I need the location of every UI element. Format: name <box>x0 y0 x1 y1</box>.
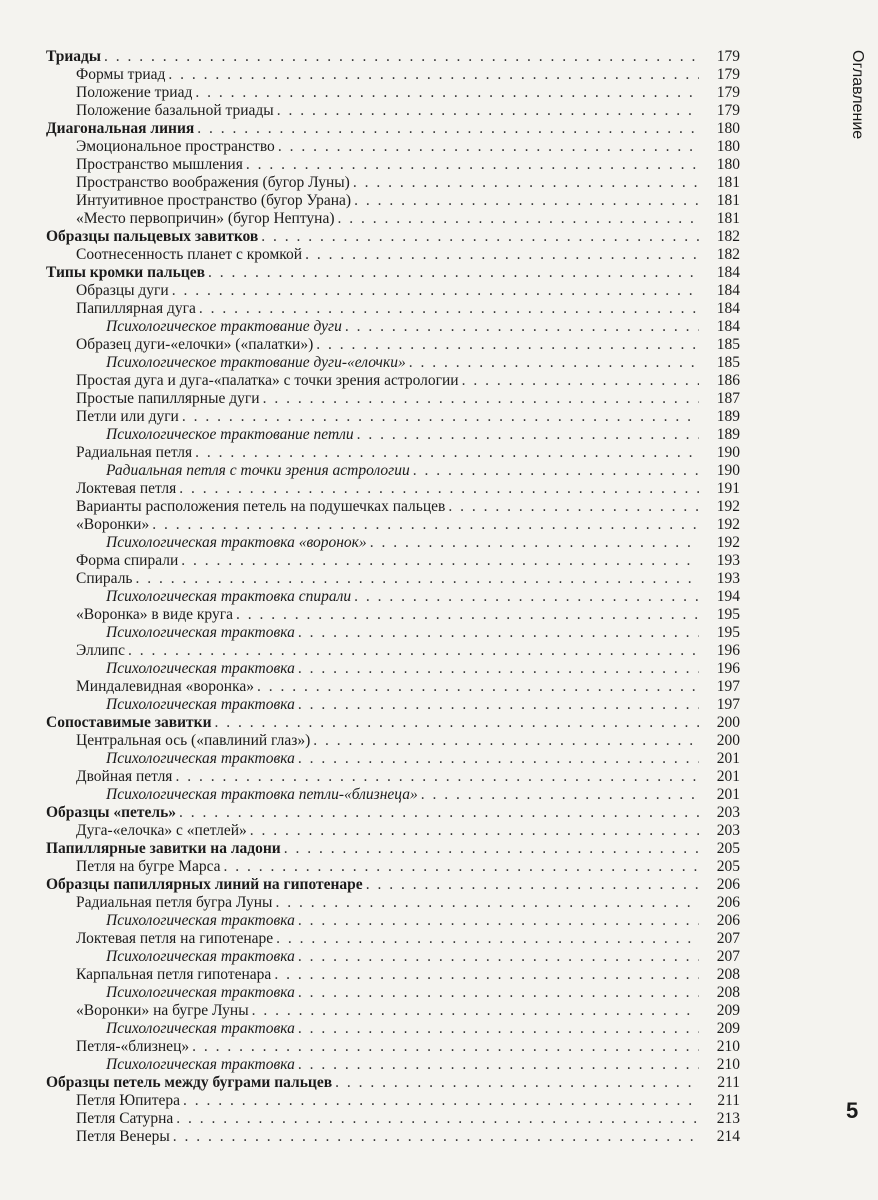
toc-entry-page: 190 <box>716 462 740 479</box>
toc-entry <box>46 300 740 318</box>
toc-entry-title: Психологическая трактовка <box>106 750 295 767</box>
dot-leader <box>298 948 699 966</box>
toc-entry <box>46 210 740 228</box>
toc-entry <box>46 84 740 102</box>
dot-leader <box>413 462 699 480</box>
toc-entry-title: Петля на бугре Марса <box>76 858 221 875</box>
dot-leader <box>298 1020 699 1038</box>
dot-leader <box>462 372 699 390</box>
toc-entry-page: 191 <box>716 480 740 497</box>
toc-entry-page: 200 <box>716 732 740 749</box>
toc-entry-page: 207 <box>716 948 740 965</box>
toc-entry-title: Психологическая трактовка <box>106 624 295 641</box>
dot-leader <box>448 498 699 516</box>
toc-entry-page: 190 <box>716 444 740 461</box>
toc-entry <box>46 840 740 858</box>
toc-entry <box>46 588 740 606</box>
toc-entry <box>46 912 740 930</box>
dot-leader <box>313 732 699 750</box>
toc-entry <box>46 408 740 426</box>
toc-entry-title: Типы кромки пальцев <box>46 264 205 281</box>
toc-entry-title: Психологическая трактовка <box>106 660 295 677</box>
toc-entry-title: Центральная ось («павлиний глаз») <box>76 732 311 749</box>
toc-entry <box>46 714 740 732</box>
toc-entry-page: 196 <box>716 660 740 677</box>
dot-leader <box>276 930 699 948</box>
toc-entry-page: 201 <box>716 750 740 767</box>
toc-entry-title: Образцы «петель» <box>46 804 177 821</box>
toc-entry-page: 184 <box>716 318 740 335</box>
toc-entry-page: 214 <box>716 1128 740 1145</box>
dot-leader <box>261 228 699 246</box>
toc-entry <box>46 606 740 624</box>
toc-entry-title: Карпальная петля гипотенара <box>76 966 272 983</box>
toc-entry <box>46 66 740 84</box>
dot-leader <box>199 300 699 318</box>
toc-entry-page: 184 <box>716 264 740 281</box>
toc-entry <box>46 1038 740 1056</box>
dot-leader <box>353 174 699 192</box>
toc-entry-title: Радиальная петля <box>76 444 193 461</box>
dot-leader <box>277 102 699 120</box>
toc-entry-title: Варианты расположения петель на подушечках пальцев <box>76 498 446 515</box>
dot-leader <box>409 354 699 372</box>
dot-leader <box>274 966 699 984</box>
dot-leader <box>136 570 700 588</box>
toc-entry <box>46 372 740 390</box>
toc-entry <box>46 1110 740 1128</box>
toc-entry <box>46 570 740 588</box>
toc-entry-title: Петли или дуги <box>76 408 179 425</box>
toc-entry-title: Соотнесенность планет с кромкой <box>76 246 303 263</box>
toc-entry <box>46 228 740 246</box>
toc-entry <box>46 336 740 354</box>
toc-entry-page: 181 <box>716 192 740 209</box>
dot-leader <box>208 264 699 282</box>
dot-leader <box>128 642 699 660</box>
toc-entry-page: 207 <box>716 930 740 947</box>
toc-entry-title: Психологическая трактовка <box>106 696 295 713</box>
toc-entry-title: Диагональная линия <box>46 120 195 137</box>
toc-entry-page: 203 <box>716 822 740 839</box>
toc-entry-page: 200 <box>716 714 740 731</box>
dot-leader <box>298 912 699 930</box>
dot-leader <box>195 84 699 102</box>
toc-entry-page: 193 <box>716 552 740 569</box>
dot-leader <box>250 822 699 840</box>
dot-leader <box>179 804 699 822</box>
toc-entry <box>46 516 740 534</box>
toc-entry-page: 211 <box>717 1074 740 1091</box>
toc-entry <box>46 264 740 282</box>
dot-leader <box>370 534 699 552</box>
toc-entry-title: Радиальная петля бугра Луны <box>76 894 273 911</box>
dot-leader <box>357 426 699 444</box>
toc-entry-title: Эмоциональное пространство <box>76 138 275 155</box>
toc-entry-page: 195 <box>716 624 740 641</box>
dot-leader <box>354 588 699 606</box>
toc-entry-title: Папиллярная дуга <box>76 300 196 317</box>
dot-leader <box>421 786 699 804</box>
toc-entry-page: 184 <box>716 300 740 317</box>
toc-entry <box>46 876 740 894</box>
dot-leader <box>335 1074 699 1092</box>
toc-entry <box>46 552 740 570</box>
toc-entry-page: 193 <box>716 570 740 587</box>
toc-entry <box>46 642 740 660</box>
toc-entry <box>46 282 740 300</box>
toc-entry-title: Психологическая трактовка петли-«близнеца» <box>106 786 418 803</box>
toc-entry <box>46 498 740 516</box>
toc-entry-title: Локтевая петля <box>76 480 177 497</box>
toc-entry-page: 180 <box>716 156 740 173</box>
dot-leader <box>168 66 699 84</box>
toc-entry-page: 213 <box>716 1110 740 1127</box>
dot-leader <box>305 246 699 264</box>
dot-leader <box>172 282 699 300</box>
toc-entry-page: 197 <box>716 678 740 695</box>
toc-entry <box>46 750 740 768</box>
dot-leader <box>298 696 699 714</box>
toc-entry <box>46 138 740 156</box>
toc-entry-title: Петля Сатурна <box>76 1110 174 1127</box>
dot-leader <box>152 516 699 534</box>
toc-entry-title: Психологическое трактование дуги-«елочки» <box>106 354 406 371</box>
dot-leader <box>252 1002 699 1020</box>
toc-entry <box>46 444 740 462</box>
dot-leader <box>182 408 699 426</box>
toc-entry-page: 196 <box>716 642 740 659</box>
toc-entry <box>46 48 740 66</box>
dot-leader <box>316 336 699 354</box>
dot-leader <box>354 192 699 210</box>
toc-entry-title: Формы триад <box>76 66 166 83</box>
toc-entry-title: Психологическая трактовка <box>106 912 295 929</box>
dot-leader <box>275 894 699 912</box>
toc-entry <box>46 1020 740 1038</box>
toc-entry <box>46 120 740 138</box>
dot-leader <box>183 1092 699 1110</box>
dot-leader <box>366 876 699 894</box>
toc-entry-title: Психологическая трактовка <box>106 948 295 965</box>
toc-entry <box>46 696 740 714</box>
dot-leader <box>263 390 699 408</box>
dot-leader <box>224 858 699 876</box>
toc-entry-title: Сопоставимые завитки <box>46 714 212 731</box>
toc-entry-page: 195 <box>716 606 740 623</box>
dot-leader <box>345 318 699 336</box>
toc-entry-page: 206 <box>716 894 740 911</box>
toc-entry-title: Дуга-«елочка» с «петлей» <box>76 822 247 839</box>
dot-leader <box>181 552 699 570</box>
toc-entry-title: Миндалевидная «воронка» <box>76 678 255 695</box>
toc-entry <box>46 1074 740 1092</box>
dot-leader <box>173 1128 699 1146</box>
toc-entry-page: 210 <box>716 1038 740 1055</box>
toc-entry <box>46 1056 740 1074</box>
toc-entry <box>46 1002 740 1020</box>
toc-entry-page: 189 <box>716 408 740 425</box>
toc-entry-page: 205 <box>716 858 740 875</box>
toc-entry-page: 209 <box>716 1020 740 1037</box>
toc-entry-title: Образец дуги-«елочки» («палатки») <box>76 336 314 353</box>
toc-entry <box>46 948 740 966</box>
toc-entry-title: Радиальная петля с точки зрения астрологии <box>106 462 410 479</box>
dot-leader <box>195 444 699 462</box>
toc-entry <box>46 1092 740 1110</box>
toc-entry <box>46 804 740 822</box>
page-number: 5 <box>846 1098 859 1123</box>
toc-entry-title: Эллипс <box>76 642 125 659</box>
toc-entry <box>46 984 740 1002</box>
toc-entry-page: 201 <box>716 768 740 785</box>
toc-entry <box>46 732 740 750</box>
toc-entry <box>46 660 740 678</box>
dot-leader <box>298 1056 699 1074</box>
toc-entry <box>46 102 740 120</box>
toc-entry-page: 189 <box>716 426 740 443</box>
toc-entry-page: 197 <box>716 696 740 713</box>
toc-entry-page: 182 <box>716 228 740 245</box>
toc-entry-title: Петля Венеры <box>76 1128 170 1145</box>
dot-leader <box>298 984 699 1002</box>
dot-leader <box>197 120 699 138</box>
dot-leader <box>284 840 699 858</box>
running-header: Оглавление <box>849 50 866 140</box>
toc-entry-title: Психологическая трактовка спирали <box>106 588 352 605</box>
toc-entry-page: 201 <box>716 786 740 803</box>
toc-entry-page: 181 <box>716 174 740 191</box>
toc-entry-page: 192 <box>716 498 740 515</box>
dot-leader <box>104 48 699 66</box>
toc-entry-page: 179 <box>716 66 740 83</box>
toc-entry <box>46 174 740 192</box>
dot-leader <box>236 606 699 624</box>
toc-entry-title: Образцы петель между буграми пальцев <box>46 1074 333 1091</box>
toc-entry-page: 187 <box>716 390 740 407</box>
toc-entry-title: Пространство воображения (бугор Луны) <box>76 174 350 191</box>
toc-entry-page: 185 <box>716 354 740 371</box>
dot-leader <box>176 1110 699 1128</box>
toc-entry-page: 182 <box>716 246 740 263</box>
toc-entry-page: 205 <box>716 840 740 857</box>
toc-entry-title: Психологическая трактовка <box>106 1056 295 1073</box>
dot-leader <box>337 210 699 228</box>
toc-entry-title: Форма спирали <box>76 552 179 569</box>
toc-entry-title: Интуитивное пространство (бугор Урана) <box>76 192 352 209</box>
toc-entry-page: 206 <box>716 876 740 893</box>
toc-entry <box>46 462 740 480</box>
toc-entry-page: 179 <box>716 84 740 101</box>
toc-entry-title: Простая дуга и дуга-«палатка» с точки зрения астрологии <box>76 372 459 389</box>
toc-entry <box>46 768 740 786</box>
toc-entry <box>46 426 740 444</box>
toc-entry-page: 186 <box>716 372 740 389</box>
dot-leader <box>246 156 699 174</box>
toc-entry <box>46 894 740 912</box>
toc-entry-page: 180 <box>716 138 740 155</box>
toc-entry <box>46 858 740 876</box>
toc-entry-title: «Место первопричин» (бугор Нептуна) <box>76 210 335 227</box>
dot-leader <box>175 768 699 786</box>
toc-entry <box>46 156 740 174</box>
toc-entry <box>46 624 740 642</box>
toc-entry-title: Психологическое трактование петли <box>106 426 354 443</box>
toc-entry-title: «Воронка» в виде круга <box>76 606 233 623</box>
toc-entry-page: 210 <box>716 1056 740 1073</box>
dot-leader <box>298 750 699 768</box>
toc-entry-title: Положение базальной триады <box>76 102 274 119</box>
toc-entry-title: Образцы пальцевых завитков <box>46 228 259 245</box>
toc-entry-title: Триады <box>46 48 101 65</box>
toc-entry-title: Локтевая петля на гипотенаре <box>76 930 274 947</box>
toc-entry-title: Положение триад <box>76 84 193 101</box>
toc-entry-title: «Воронки» на бугре Луны <box>76 1002 249 1019</box>
toc-entry-title: Петля-«близнец» <box>76 1038 190 1055</box>
dot-leader <box>179 480 699 498</box>
toc-entry-title: Психологическое трактование дуги <box>106 318 342 335</box>
toc-entry-title: Простые папиллярные дуги <box>76 390 260 407</box>
toc-entry-title: Образцы папиллярных линий на гипотенаре <box>46 876 363 893</box>
toc-entry <box>46 786 740 804</box>
toc-entry-title: Психологическая трактовка <box>106 1020 295 1037</box>
toc-entry <box>46 678 740 696</box>
dot-leader <box>298 624 699 642</box>
toc-entry-page: 211 <box>717 1092 740 1109</box>
toc-entry <box>46 318 740 336</box>
toc-entry-page: 185 <box>716 336 740 353</box>
toc-entry-title: Психологическая трактовка <box>106 984 295 1001</box>
toc-entry-title: Двойная петля <box>76 768 173 785</box>
toc-entry-title: Пространство мышления <box>76 156 243 173</box>
toc-entry-page: 203 <box>716 804 740 821</box>
table-of-contents <box>46 48 740 1146</box>
toc-entry <box>46 246 740 264</box>
toc-entry <box>46 480 740 498</box>
toc-entry <box>46 534 740 552</box>
toc-entry-title: «Воронки» <box>76 516 150 533</box>
dot-leader <box>278 138 699 156</box>
toc-entry-title: Папиллярные завитки на ладони <box>46 840 281 857</box>
toc-entry <box>46 1128 740 1146</box>
toc-entry-page: 206 <box>716 912 740 929</box>
toc-entry-page: 209 <box>716 1002 740 1019</box>
toc-entry-title: Спираль <box>76 570 133 587</box>
toc-entry-page: 208 <box>716 966 740 983</box>
toc-entry-page: 194 <box>716 588 740 605</box>
toc-entry-page: 179 <box>716 102 740 119</box>
toc-entry-page: 192 <box>716 534 740 551</box>
dot-leader <box>215 714 699 732</box>
toc-entry <box>46 354 740 372</box>
toc-entry-title: Петля Юпитера <box>76 1092 181 1109</box>
toc-entry-title: Образцы дуги <box>76 282 169 299</box>
toc-entry <box>46 930 740 948</box>
toc-entry-page: 208 <box>716 984 740 1001</box>
toc-entry-title: Психологическая трактовка «воронок» <box>106 534 367 551</box>
toc-entry-page: 180 <box>716 120 740 137</box>
toc-entry <box>46 822 740 840</box>
dot-leader <box>257 678 699 696</box>
toc-entry-page: 184 <box>716 282 740 299</box>
toc-entry-page: 192 <box>716 516 740 533</box>
toc-entry <box>46 966 740 984</box>
dot-leader <box>192 1038 699 1056</box>
toc-entry-page: 179 <box>716 48 740 65</box>
toc-entry-page: 181 <box>716 210 740 227</box>
toc-entry <box>46 192 740 210</box>
toc-entry <box>46 390 740 408</box>
dot-leader <box>298 660 699 678</box>
